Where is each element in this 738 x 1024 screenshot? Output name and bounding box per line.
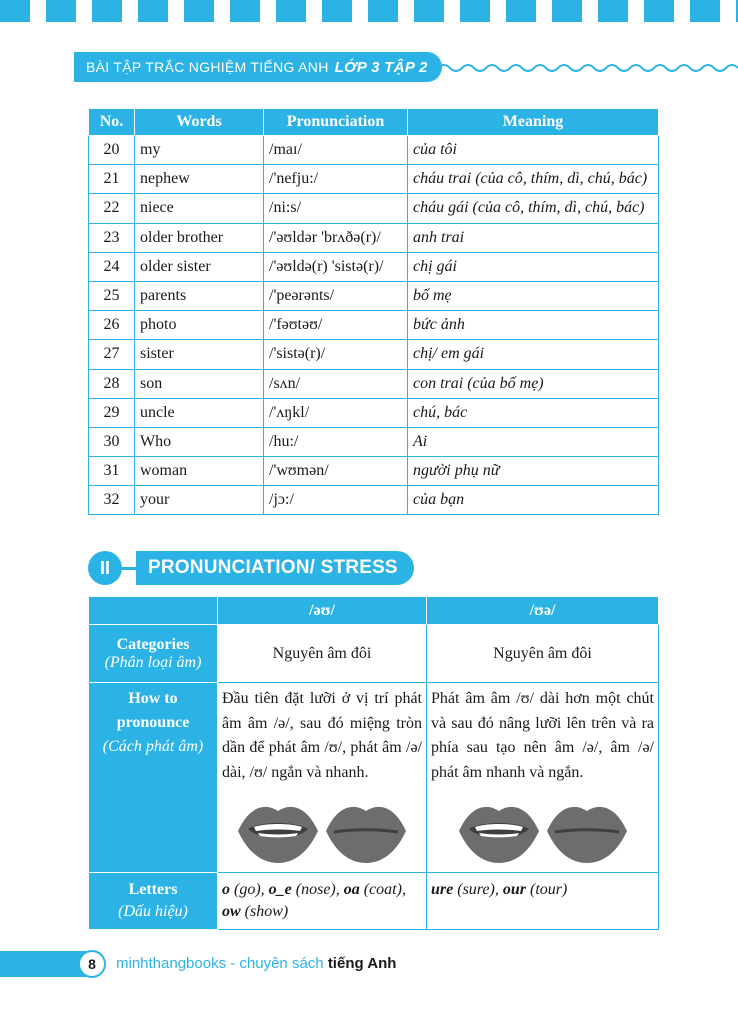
footer-brand (116, 955, 396, 972)
letters-label-text: Letters (128, 881, 178, 898)
table-row (89, 136, 659, 165)
row-word: older brother (135, 223, 264, 252)
row-meaning: chị/ em gái (408, 340, 659, 369)
row-pronunciation: /hu:/ (264, 427, 408, 456)
how-to-pronounce-row (89, 683, 659, 873)
how-to-text-2: Phát âm âm /ʊ/ dài hơn một chút và sau đó nâng lưỡi lên trên và ra phía sau tạo nên âm /ə/, âm /ə/ phát âm nhanh và ngắn. (431, 690, 654, 781)
row-number: 32 (89, 486, 135, 515)
rounded-lips-icon (545, 799, 629, 865)
row-pronunciation: /ni:s/ (264, 194, 408, 223)
categories-value-1: Nguyên âm đôi (218, 625, 427, 683)
col-header-pronunciation: Pronunciation (264, 109, 408, 136)
row-pronunciation: /sʌn/ (264, 369, 408, 398)
how-to-label-sub: (Cách phát âm) (102, 738, 204, 755)
row-pronunciation: /'əʊldə(r) 'sistə(r)/ (264, 252, 408, 281)
row-pronunciation: /'nefju:/ (264, 165, 408, 194)
row-pronunciation: /'fəʊtəʊ/ (264, 311, 408, 340)
row-pronunciation: /'ʌŋkl/ (264, 398, 408, 427)
row-pronunciation: /'wʊmən/ (264, 457, 408, 486)
letter-pattern: o_e (268, 881, 292, 898)
letters-value-2 (427, 873, 659, 930)
table-row (89, 252, 659, 281)
categories-label-text: Categories (116, 635, 190, 653)
row-number: 31 (89, 457, 135, 486)
table-row (89, 486, 659, 515)
rounded-lips-icon (324, 799, 408, 865)
table-row (89, 194, 659, 223)
col-header-no: No. (89, 109, 135, 136)
row-number: 21 (89, 165, 135, 194)
row-word: woman (135, 457, 264, 486)
how-to-label-line2: pronounce (116, 714, 190, 731)
row-pronunciation: /'peərənts/ (264, 281, 408, 310)
row-word: photo (135, 311, 264, 340)
row-number: 29 (89, 398, 135, 427)
row-word: parents (135, 281, 264, 310)
page-number: 8 (78, 950, 106, 978)
letter-example: (show) (240, 903, 289, 920)
sound-header-2: /ʊə/ (427, 597, 659, 625)
how-to-value-2 (427, 683, 659, 873)
vocab-body (89, 136, 659, 515)
row-word: uncle (135, 398, 264, 427)
row-meaning: Ai (408, 427, 659, 456)
letters-value-1 (218, 873, 427, 930)
table-row (89, 340, 659, 369)
series-title: BÀI TẬP TRẮC NGHIỆM TIẾNG ANH (86, 59, 329, 75)
row-word: my (135, 136, 264, 165)
row-meaning: người phụ nữ (408, 457, 659, 486)
row-word: niece (135, 194, 264, 223)
pronunciation-table (88, 596, 659, 930)
table-row (89, 165, 659, 194)
row-pronunciation: /maɪ/ (264, 136, 408, 165)
row-word: son (135, 369, 264, 398)
wave-decoration (438, 58, 738, 78)
letter-example: (go), (230, 881, 269, 898)
table-row (89, 223, 659, 252)
categories-row (89, 625, 659, 683)
row-meaning: của bạn (408, 486, 659, 515)
row-meaning: cháu trai (của cô, thím, dì, chú, bác) (408, 165, 659, 194)
series-header-ribbon (74, 52, 442, 82)
row-number: 22 (89, 194, 135, 223)
row-pronunciation: /'sistə(r)/ (264, 340, 408, 369)
row-meaning: của tôi (408, 136, 659, 165)
row-number: 23 (89, 223, 135, 252)
row-number: 27 (89, 340, 135, 369)
categories-label (89, 625, 218, 683)
row-meaning: bức ảnh (408, 311, 659, 340)
row-word: your (135, 486, 264, 515)
row-word: Who (135, 427, 264, 456)
letter-pattern: o (222, 881, 230, 898)
table-row (89, 311, 659, 340)
how-to-text-1: Đầu tiên đặt lưỡi ở vị trí phát âm âm /ə/, sau đó miệng tròn dần để phát âm /ʊ/, phát âm /ə/ dài, /ʊ/ ngắn và nhanh. (222, 690, 422, 781)
how-to-label-line1: How to (128, 690, 178, 707)
row-word: sister (135, 340, 264, 369)
row-number: 25 (89, 281, 135, 310)
row-meaning: chị gái (408, 252, 659, 281)
categories-label-sub: (Phân loại âm) (104, 653, 202, 671)
pron-header-empty (89, 597, 218, 625)
letters-row (89, 873, 659, 930)
letter-pattern: ure (431, 881, 454, 898)
footer-brand-strong: tiếng Anh (327, 955, 397, 972)
letter-pattern: our (502, 881, 526, 898)
letter-pattern: ow (222, 903, 241, 920)
letters-label-sub: (Dấu hiệu) (118, 903, 188, 920)
col-header-meaning: Meaning (408, 109, 659, 136)
footer-brand-text: minhthangbooks - chuyên sách (116, 955, 324, 972)
row-meaning: bố mẹ (408, 281, 659, 310)
col-header-words: Words (135, 109, 264, 136)
categories-value-2: Nguyên âm đôi (427, 625, 659, 683)
row-meaning: cháu gái (của cô, thím, dì, chú, bác) (408, 194, 659, 223)
table-row (89, 281, 659, 310)
lips-illustration-1 (222, 799, 422, 865)
row-pronunciation: /jɔ:/ (264, 486, 408, 515)
row-number: 20 (89, 136, 135, 165)
letters-label (89, 873, 218, 930)
section-title: PRONUNCIATION/ STRESS (136, 551, 414, 585)
pron-header-row (89, 597, 659, 625)
vocabulary-table (88, 108, 659, 515)
table-row (89, 369, 659, 398)
table-row (89, 398, 659, 427)
lips-illustration-2 (431, 799, 654, 865)
section-number-badge: II (88, 551, 122, 585)
top-stripe-decoration (0, 0, 738, 22)
row-meaning: con trai (của bố mẹ) (408, 369, 659, 398)
row-meaning: chú, bác (408, 398, 659, 427)
row-pronunciation: /'əʊldər 'brʌðə(r)/ (264, 223, 408, 252)
row-number: 30 (89, 427, 135, 456)
table-row (89, 457, 659, 486)
open-lips-icon (236, 799, 320, 865)
how-to-label (89, 683, 218, 873)
row-number: 26 (89, 311, 135, 340)
row-number: 24 (89, 252, 135, 281)
open-lips-icon (457, 799, 541, 865)
row-meaning: anh trai (408, 223, 659, 252)
sound-header-1: /əʊ/ (218, 597, 427, 625)
table-row (89, 427, 659, 456)
how-to-value-1 (218, 683, 427, 873)
row-word: older sister (135, 252, 264, 281)
letter-example: (nose), (291, 881, 344, 898)
series-grade: LỚP 3 TẬP 2 (334, 58, 428, 76)
letter-example: (coat), (359, 881, 410, 898)
letter-pattern: oa (343, 881, 360, 898)
row-word: nephew (135, 165, 264, 194)
letter-example: (tour) (525, 881, 568, 898)
letter-example: (sure), (453, 881, 503, 898)
row-number: 28 (89, 369, 135, 398)
vocab-header-row (89, 109, 659, 136)
